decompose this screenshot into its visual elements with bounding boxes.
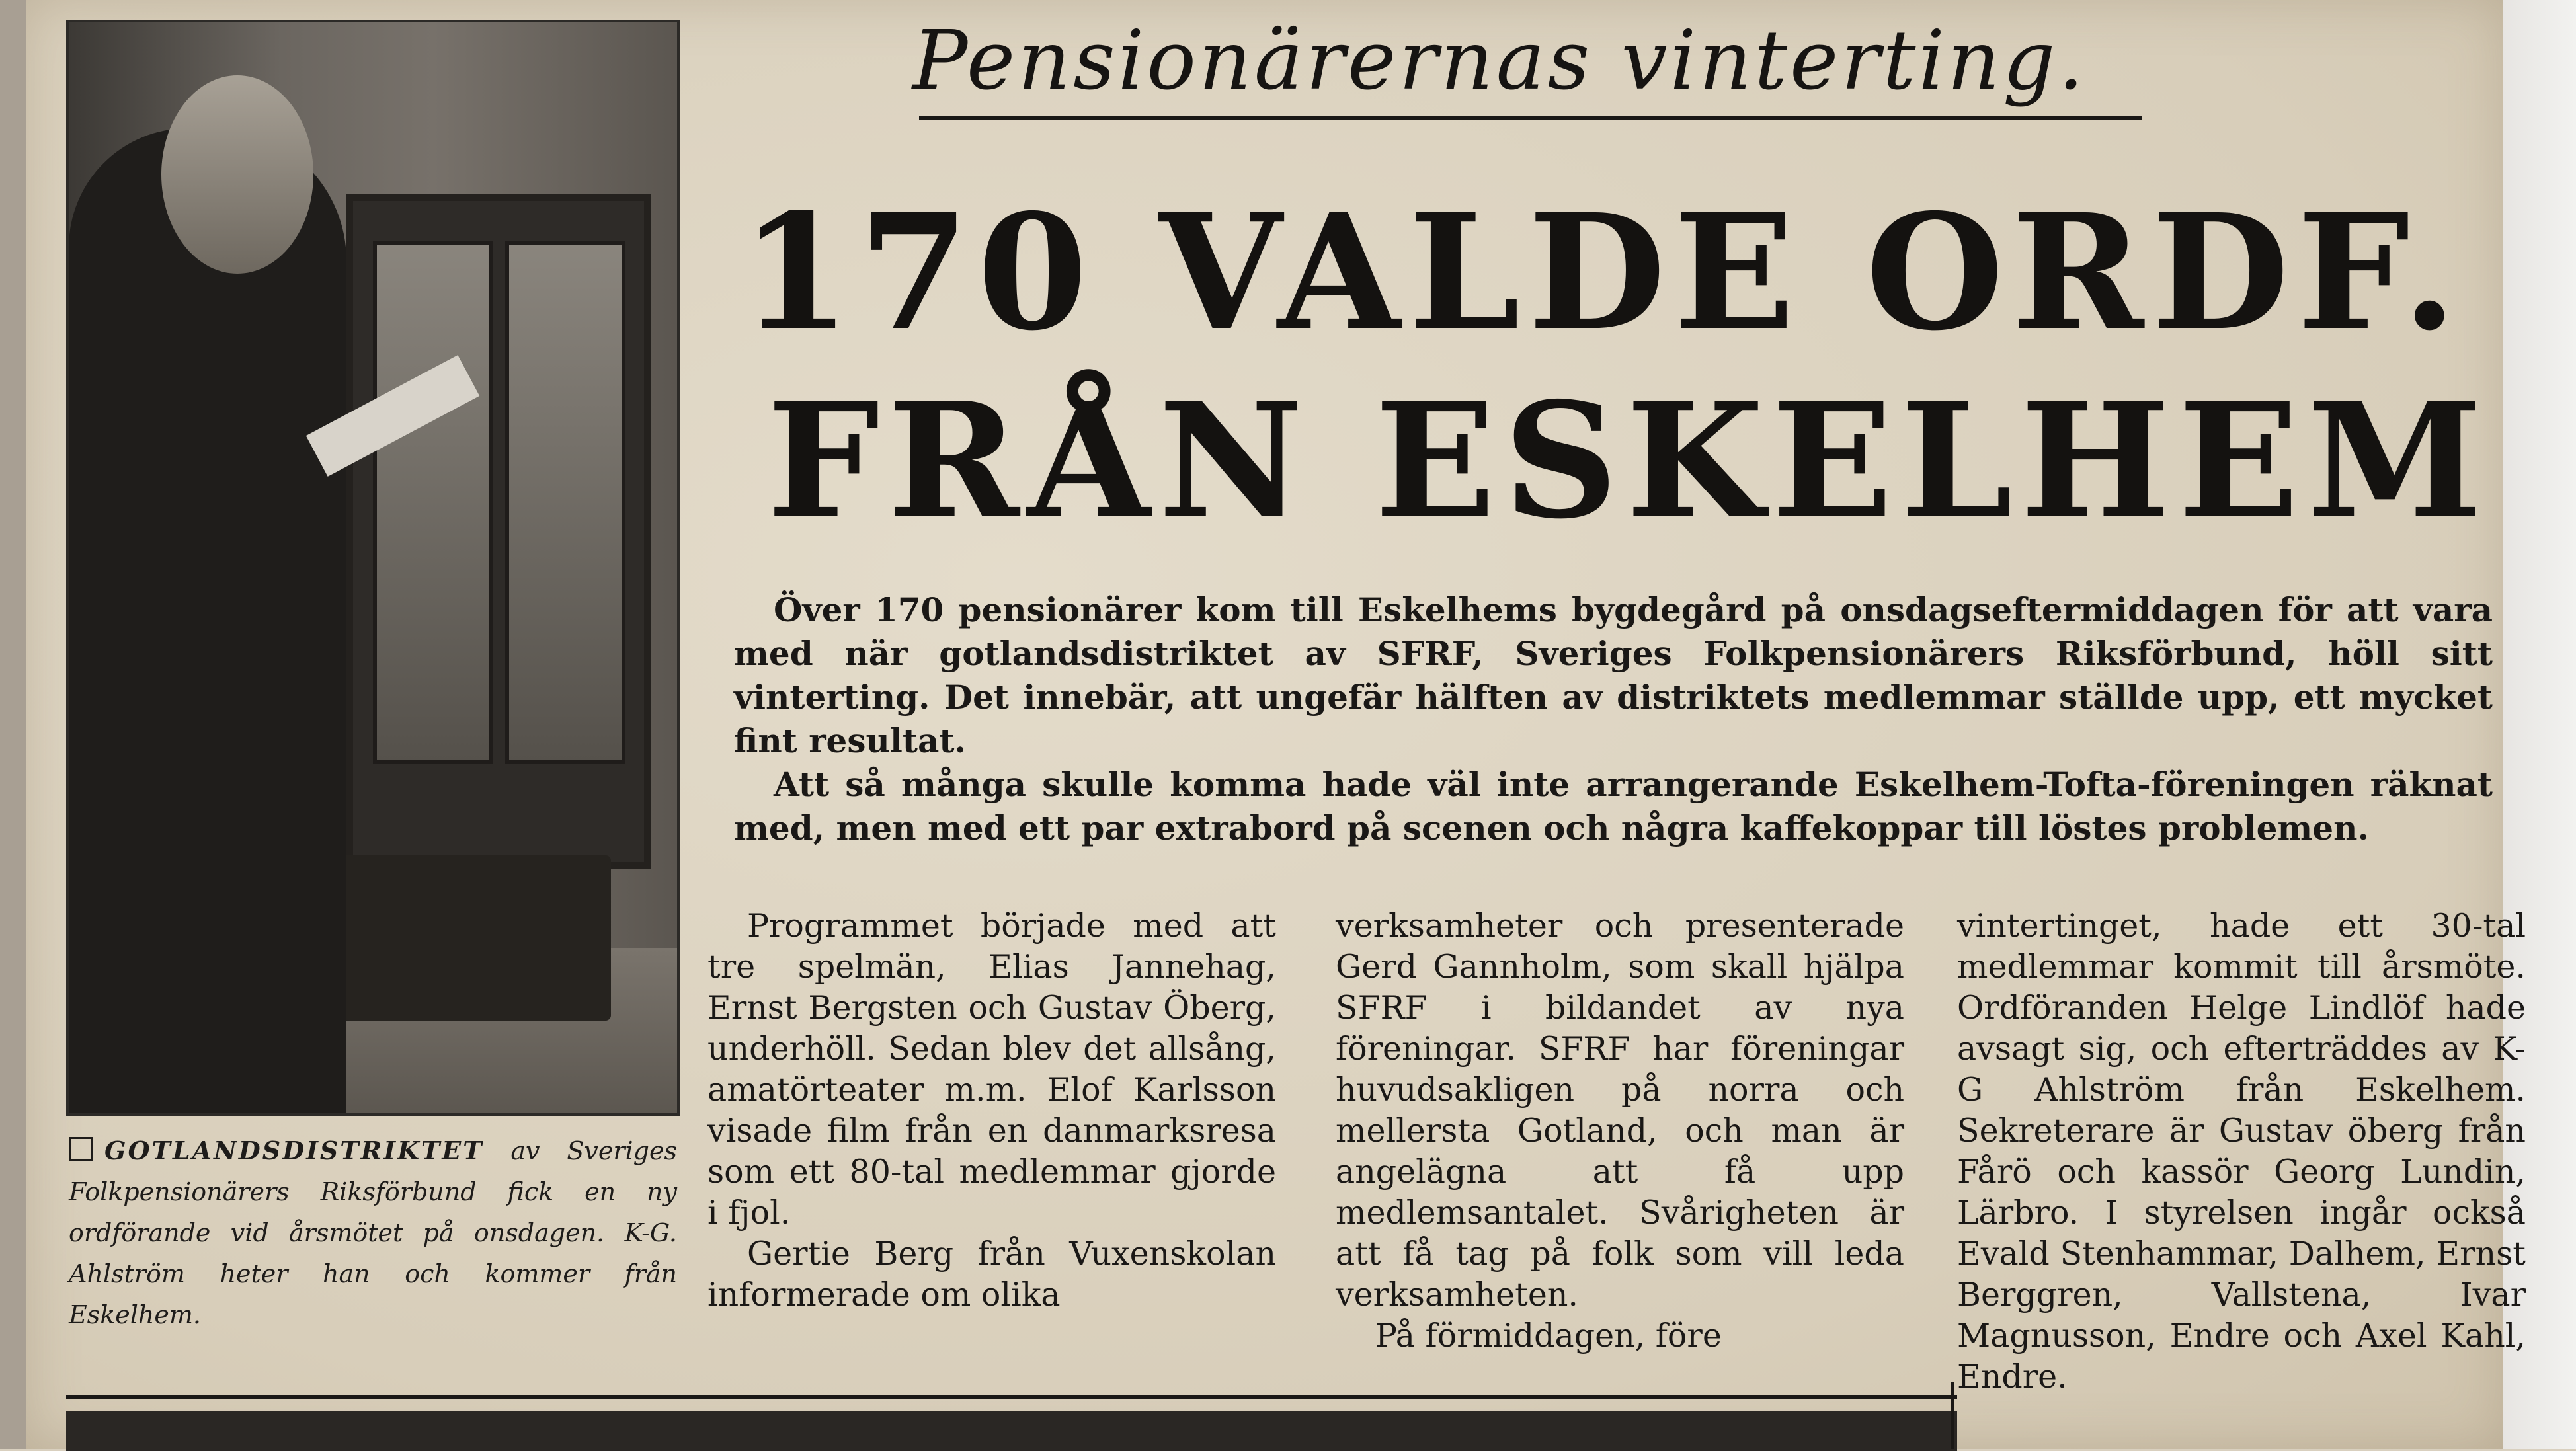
photo-caption	[69, 1130, 677, 1335]
bottom-rule	[66, 1395, 1957, 1399]
body-column-1	[707, 906, 1276, 1315]
body-paragraph: vintertinget, hade ett 30-tal medlemmar kommit till årsmöte. Ordföranden Helge Lindlöf hade avsagt sig, och efterträddes av K-G Ahlström från Eskelhem. Sekreterare är Gustav öberg från Fårö och kassör Georg Lundin, Lärbro. I styrelsen ingår också Evald Stenhammar, Dalhem, Ernst Berggren, Vallstena, Ivar Magnusson, Endre och Axel Kahl, Endre.	[1957, 907, 2526, 1395]
next-article-edge	[66, 1411, 1957, 1451]
photo-cabinet	[346, 194, 651, 869]
photo-speaker	[69, 128, 346, 1113]
body-paragraph: Gertie Berg från Vuxenskolan informerade om olika	[707, 1235, 1276, 1314]
body-paragraph: Programmet började med att tre spelmän, Elias Jannehag, Ernst Bergsten och Gustav Öberg, underhöll. Sedan blev det allsång, amatörteater m.m. Elof Karlsson visade film från en danmarksresa som ett 80-tal medlemmar gjorde i fjol.	[707, 907, 1276, 1232]
caption-text: av Sveriges Folkpensionärers Riksförbund fick en ny ordförande vid årsmötet på onsdagen. K-G. Ahlström heter han och kommer från Eskelhem.	[69, 1136, 677, 1329]
body-paragraph: På förmiddagen, före	[1375, 1317, 1722, 1354]
cabinet-pane	[373, 241, 493, 764]
headline-line-2: FRÅN ESKELHEM	[767, 368, 2491, 554]
photo-speaker-head	[161, 75, 313, 274]
kicker-title: Pensionärernas vinterting.	[912, 13, 2087, 108]
body-paragraph: verksamheter och presenterade Gerd Gannholm, som skall hjälpa SFRF i bildandet av nya föreningar. SFRF har föreningar huvudsakligen på norra och mellersta Gotland, och man är angelägna att få upp medlemsantalet. Svårigheten är att få tag på folk som vill leda verksamheten.	[1336, 907, 1904, 1314]
body-column-3	[1957, 906, 2526, 1397]
caption-lead: GOTLANDSDISTRIKTET	[104, 1136, 484, 1165]
column-divider	[1951, 1382, 1954, 1449]
headline	[741, 178, 2491, 555]
ingress-paragraph: Över 170 pensionärer kom till Eskelhems bygdegård på onsdagseftermiddagen för att vara med när gotlandsdistriktet av SFRF, Sveriges Folkpensionärers Riksförbund, höll sitt vinterting. Det innebär, att ungefär hälften av distriktets medlemmar ställde upp, ett mycket fint resultat.	[734, 590, 2493, 760]
ingress-paragraph: Att så många skulle komma hade väl inte arrangerande Eskelhem-Tofta-föreningen räknat med, men med ett par extrabord på scenen och några kaffekoppar till löstes problemen.	[734, 765, 2493, 847]
caption-box-icon	[69, 1137, 93, 1161]
cabinet-pane	[505, 241, 625, 764]
body-column-2	[1336, 906, 1904, 1356]
background-left	[0, 0, 26, 1449]
headline-line-1: 170 VALDE ORDF.	[741, 179, 2466, 366]
ingress	[734, 588, 2493, 850]
kicker-underline	[919, 116, 2142, 120]
article-photo	[66, 20, 680, 1116]
photo-suitcase	[320, 855, 611, 1021]
